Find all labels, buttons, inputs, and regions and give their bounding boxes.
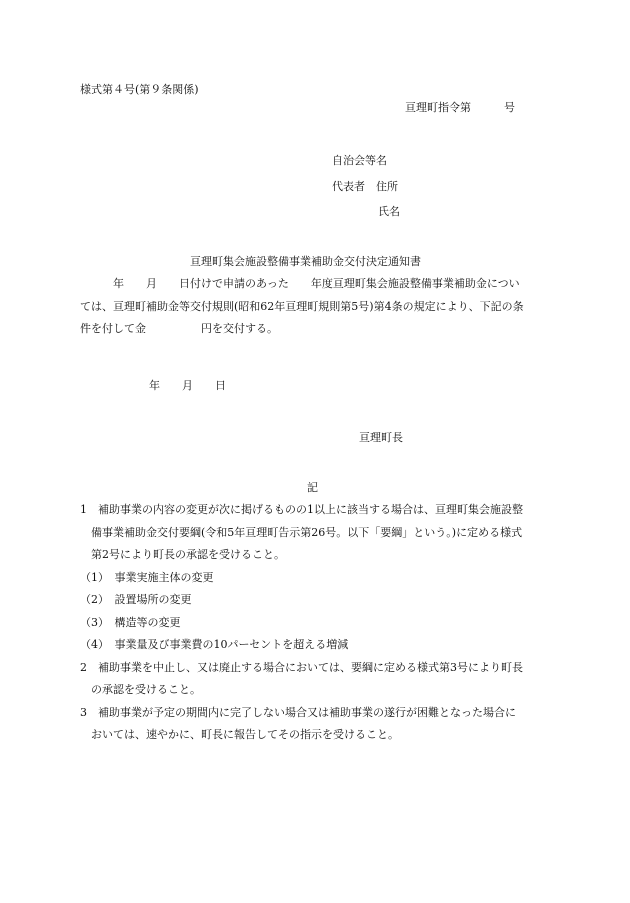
recipient-rep-name: 氏名 — [378, 205, 400, 218]
recipient-org: 自治会等名 — [332, 154, 387, 167]
body-paragraph — [80, 273, 550, 341]
ki-heading: 記 — [307, 481, 318, 494]
conditions-list — [80, 499, 550, 747]
condition-subitem: （3） 構造等の変更 — [80, 615, 181, 629]
condition-line: 備事業補助金交付要綱(令和5年亘理町告示第26号。以下「要綱」という。)に定める様式 — [80, 525, 523, 539]
condition-line: の承認を受けること。 — [80, 683, 201, 696]
condition-subitem: （1） 事業実施主体の変更 — [80, 570, 214, 584]
date-line: 年 月 日 — [149, 379, 226, 392]
body-line: ては、亘理町補助金等交付規則(昭和62年亘理町規則第5号)第4条の規定により、下記の条 — [80, 299, 524, 313]
condition-line: 第2号により町長の承認を受けること。 — [80, 548, 285, 561]
condition-subitem: （2） 設置場所の変更 — [80, 593, 192, 606]
condition-subitem: （4） 事業量及び事業費の10パーセントを超える増減 — [80, 638, 349, 651]
condition-line: 2 補助事業を中止し、又は廃止する場合においては、要綱に定める様式第3号により町長 — [80, 660, 523, 674]
body-line: 件を付して金 円を交付する。 — [80, 322, 278, 335]
condition-line: 1 補助事業の内容の変更が次に掲げるものの1以上に該当する場合は、亘理町集会施設整 — [80, 503, 523, 516]
recipient-rep-address: 代表者 住所 — [332, 180, 398, 193]
form-label: 様式第４号(第９条関係) — [80, 83, 199, 96]
condition-line: 3 補助事業が予定の期間内に完了しない場合又は補助事業の遂行が困難となった場合に — [80, 705, 516, 719]
document-number: 亘理町指令第 号 — [405, 101, 515, 114]
body-line: 年 月 日付けで申請のあった 年度亘理町集会施設整備事業補助金につい — [80, 277, 520, 290]
document-title: 亘理町集会施設整備事業補助金交付決定通知書 — [190, 255, 421, 268]
condition-line: おいては、速やかに、町長に報告してその指示を受けること。 — [80, 728, 399, 741]
issuer: 亘理町長 — [359, 431, 403, 444]
